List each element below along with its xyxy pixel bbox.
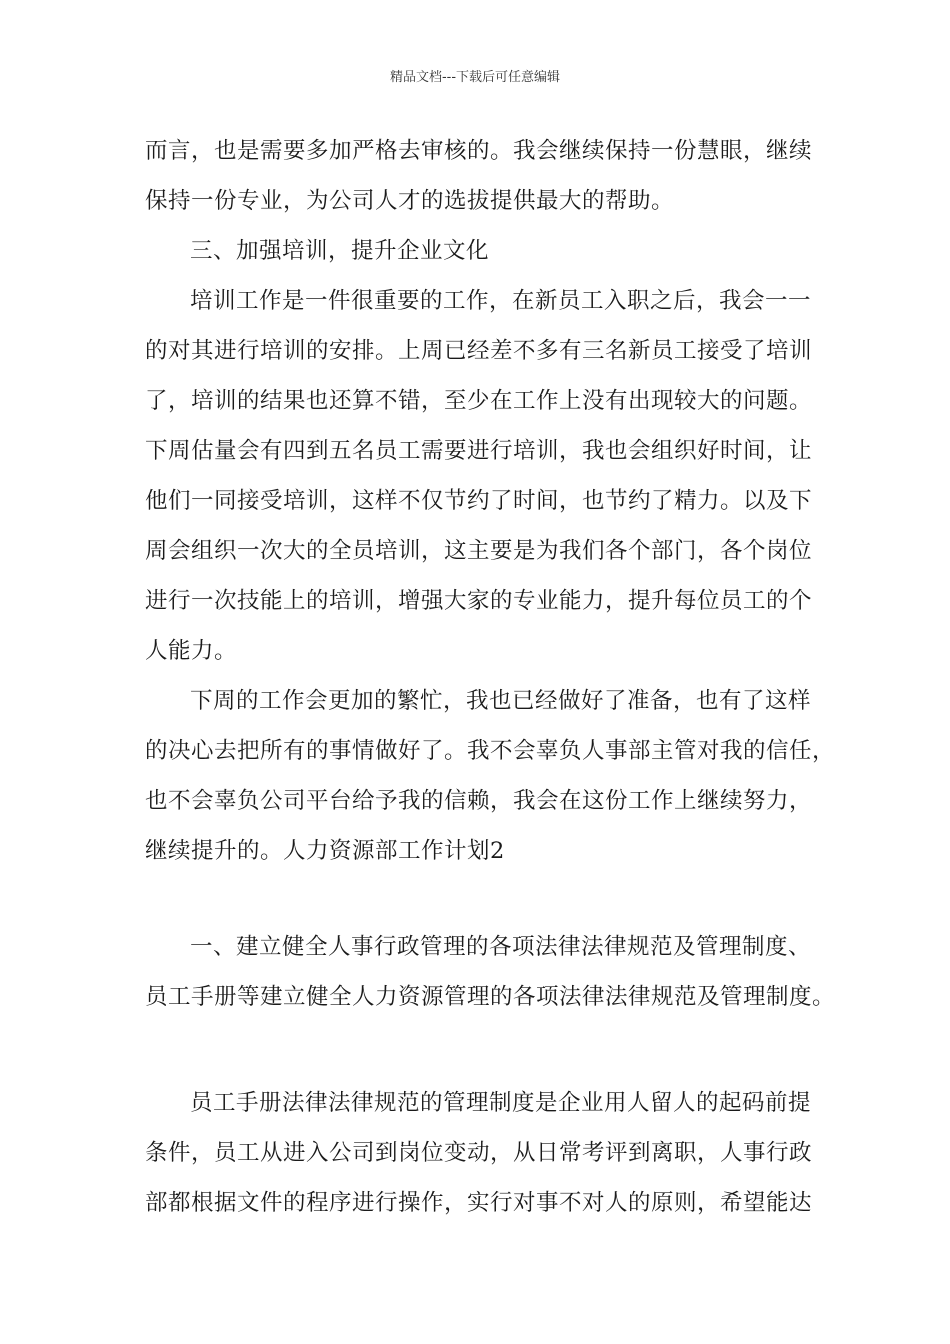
text-line: 下周的工作会更加的繁忙，我也已经做好了准备，也有了这样 [190,688,812,714]
paragraph-gap [145,882,825,928]
text-line: 了，培训的结果也还算不错，至少在工作上没有出现较大的问题。 [145,388,813,414]
text-line: 也不会辜负公司平台给予我的信赖，我会在这份工作上继续努力， [145,788,813,814]
text-line: 继续提升的。人力资源部工作计划2 [145,838,505,864]
text-line: 周会组织一次大的全员培训，这主要是为我们各个部门，各个岗位 [145,538,813,564]
text-line: 下周估量会有四到五名员工需要进行培训，我也会组织好时间，让 [145,438,813,464]
section-heading: 一、建立健全人事行政管理的各项法律法律规范及管理制度、 [190,934,812,960]
text-line: 的决心去把所有的事情做好了。我不会辜负人事部主管对我的信任， [145,738,836,764]
text-line: 培训工作是一件很重要的工作，在新员工入职之后，我会一一 [190,288,812,314]
text-line: 他们一同接受培训，这样不仅节约了时间，也节约了精力。以及下 [145,488,813,514]
text-line: 进行一次技能上的培训，增强大家的专业能力，提升每位员工的个 [145,588,813,614]
text-line: 员工手册法律法律规范的管理制度是企业用人留人的起码前提 [190,1090,812,1116]
text-line: 保持一份专业，为公司人才的选拔提供最大的帮助。 [145,188,675,214]
document-body [145,132,836,1234]
text-line: 条件，员工从进入公司到岗位变动，从日常考评到离职，人事行政 [145,1140,813,1166]
page-header: 精品文档---下载后可任意编辑 [389,70,561,85]
paragraph-gap [145,1028,825,1084]
text-line: 而言，也是需要多加严格去审核的。我会继续保持一份慧眼，继续 [145,138,813,164]
section-heading: 三、加强培训，提升企业文化 [190,238,490,264]
text-line: 部都根据文件的程序进行操作，实行对事不对人的原则，希望能达 [145,1190,813,1216]
text-line: 人能力。 [145,638,238,664]
text-line: 的对其进行培训的安排。上周已经差不多有三名新员工接受了培训 [145,338,813,364]
text-line: 员工手册等建立健全人力资源管理的各项法律法律规范及管理制度。 [145,984,836,1010]
